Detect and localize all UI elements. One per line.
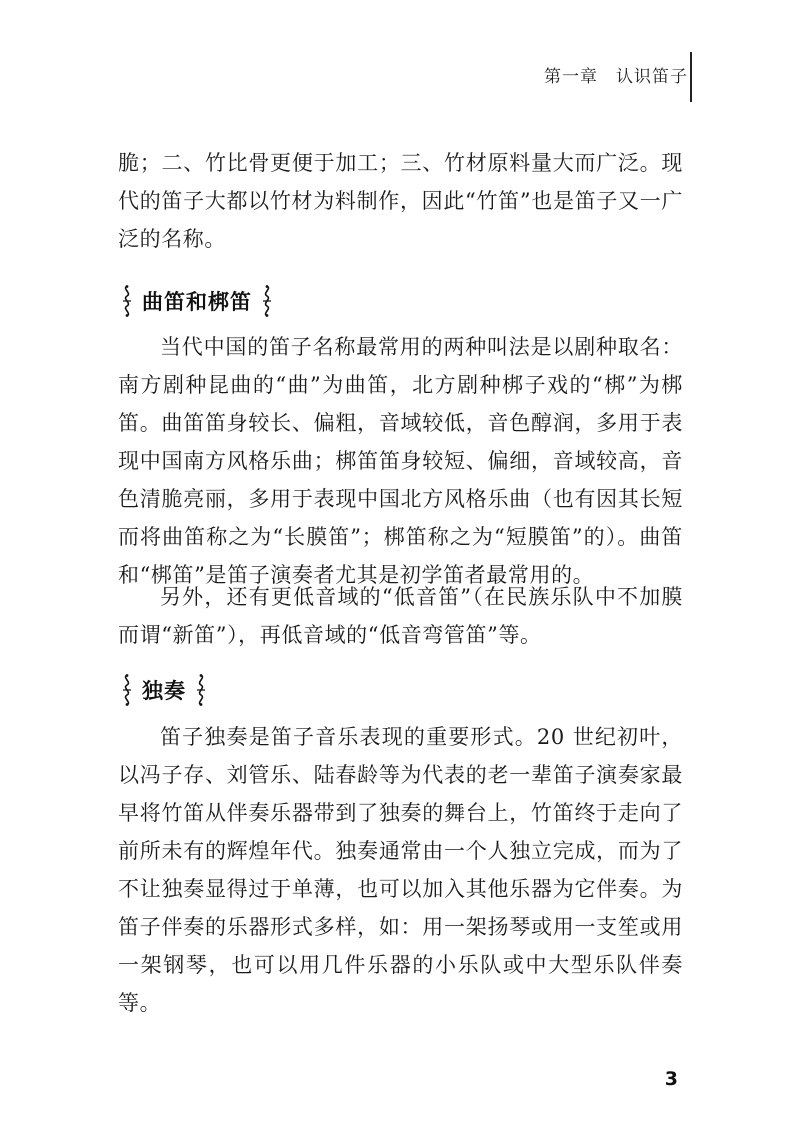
scroll-ornament-icon	[120, 285, 134, 317]
section-title: 曲笛和梆笛	[142, 290, 252, 314]
scroll-ornament-icon	[194, 674, 208, 706]
page-number: 3	[664, 1068, 678, 1090]
section-title: 独奏	[142, 679, 186, 703]
scroll-ornament-icon	[120, 674, 134, 706]
body-paragraph: 另外，还有更低音域的“低音笛”（在民族乐队中不加膜而谓“新笛”），再低音域的“低音弯管笛”等。	[118, 585, 683, 647]
scroll-ornament-icon	[260, 285, 274, 317]
header-vertical-rule	[690, 52, 692, 102]
body-paragraph: 当代中国的笛子名称最常用的两种叫法是以剧种取名：南方剧种昆曲的“曲”为曲笛，北方剧种梆子戏的“梆”为梆笛。曲笛笛身较长、偏粗，音域较低，音色醇润，多用于表现中国南方风格乐曲；梆笛笛身较短、偏细，音域较高，音色清脆亮丽，多用于表现中国北方风格乐曲（也有因其长短而将曲笛称之为“长膜笛”；梆笛称之为“短膜笛”的）。曲笛和“梆笛”是笛子演奏者尤其是初学笛者最常用的。	[118, 335, 683, 587]
section-heading-duzou	[120, 673, 208, 707]
body-paragraph: 笛子独奏是笛子音乐表现的重要形式。20 世纪初叶，以冯子存、刘管乐、陆春龄等为代表的老一辈笛子演奏家最早将竹笛从伴奏乐器带到了独奏的舞台上，竹笛终于走向了前所未有的辉煌年代。独奏通常由一个人独立完成，而为了不让独奏显得过于单薄，也可以加入其他乐器为它伴奏。为笛子伴奏的乐器形式多样，如：用一架扬琴或用一支笙或用一架钢琴，也可以用几件乐器的小乐队或中大型乐队伴奏等。	[118, 725, 683, 1015]
section-heading-qudi-bangdi	[120, 284, 274, 318]
running-header-chapter-title: 第一章 认识笛子	[544, 67, 688, 87]
intro-paragraph: 脆；二、竹比骨更便于加工；三、竹材原料量大而广泛。现代的笛子大都以竹材为料制作，因此“竹笛”也是笛子又一广泛的名称。	[118, 151, 683, 251]
